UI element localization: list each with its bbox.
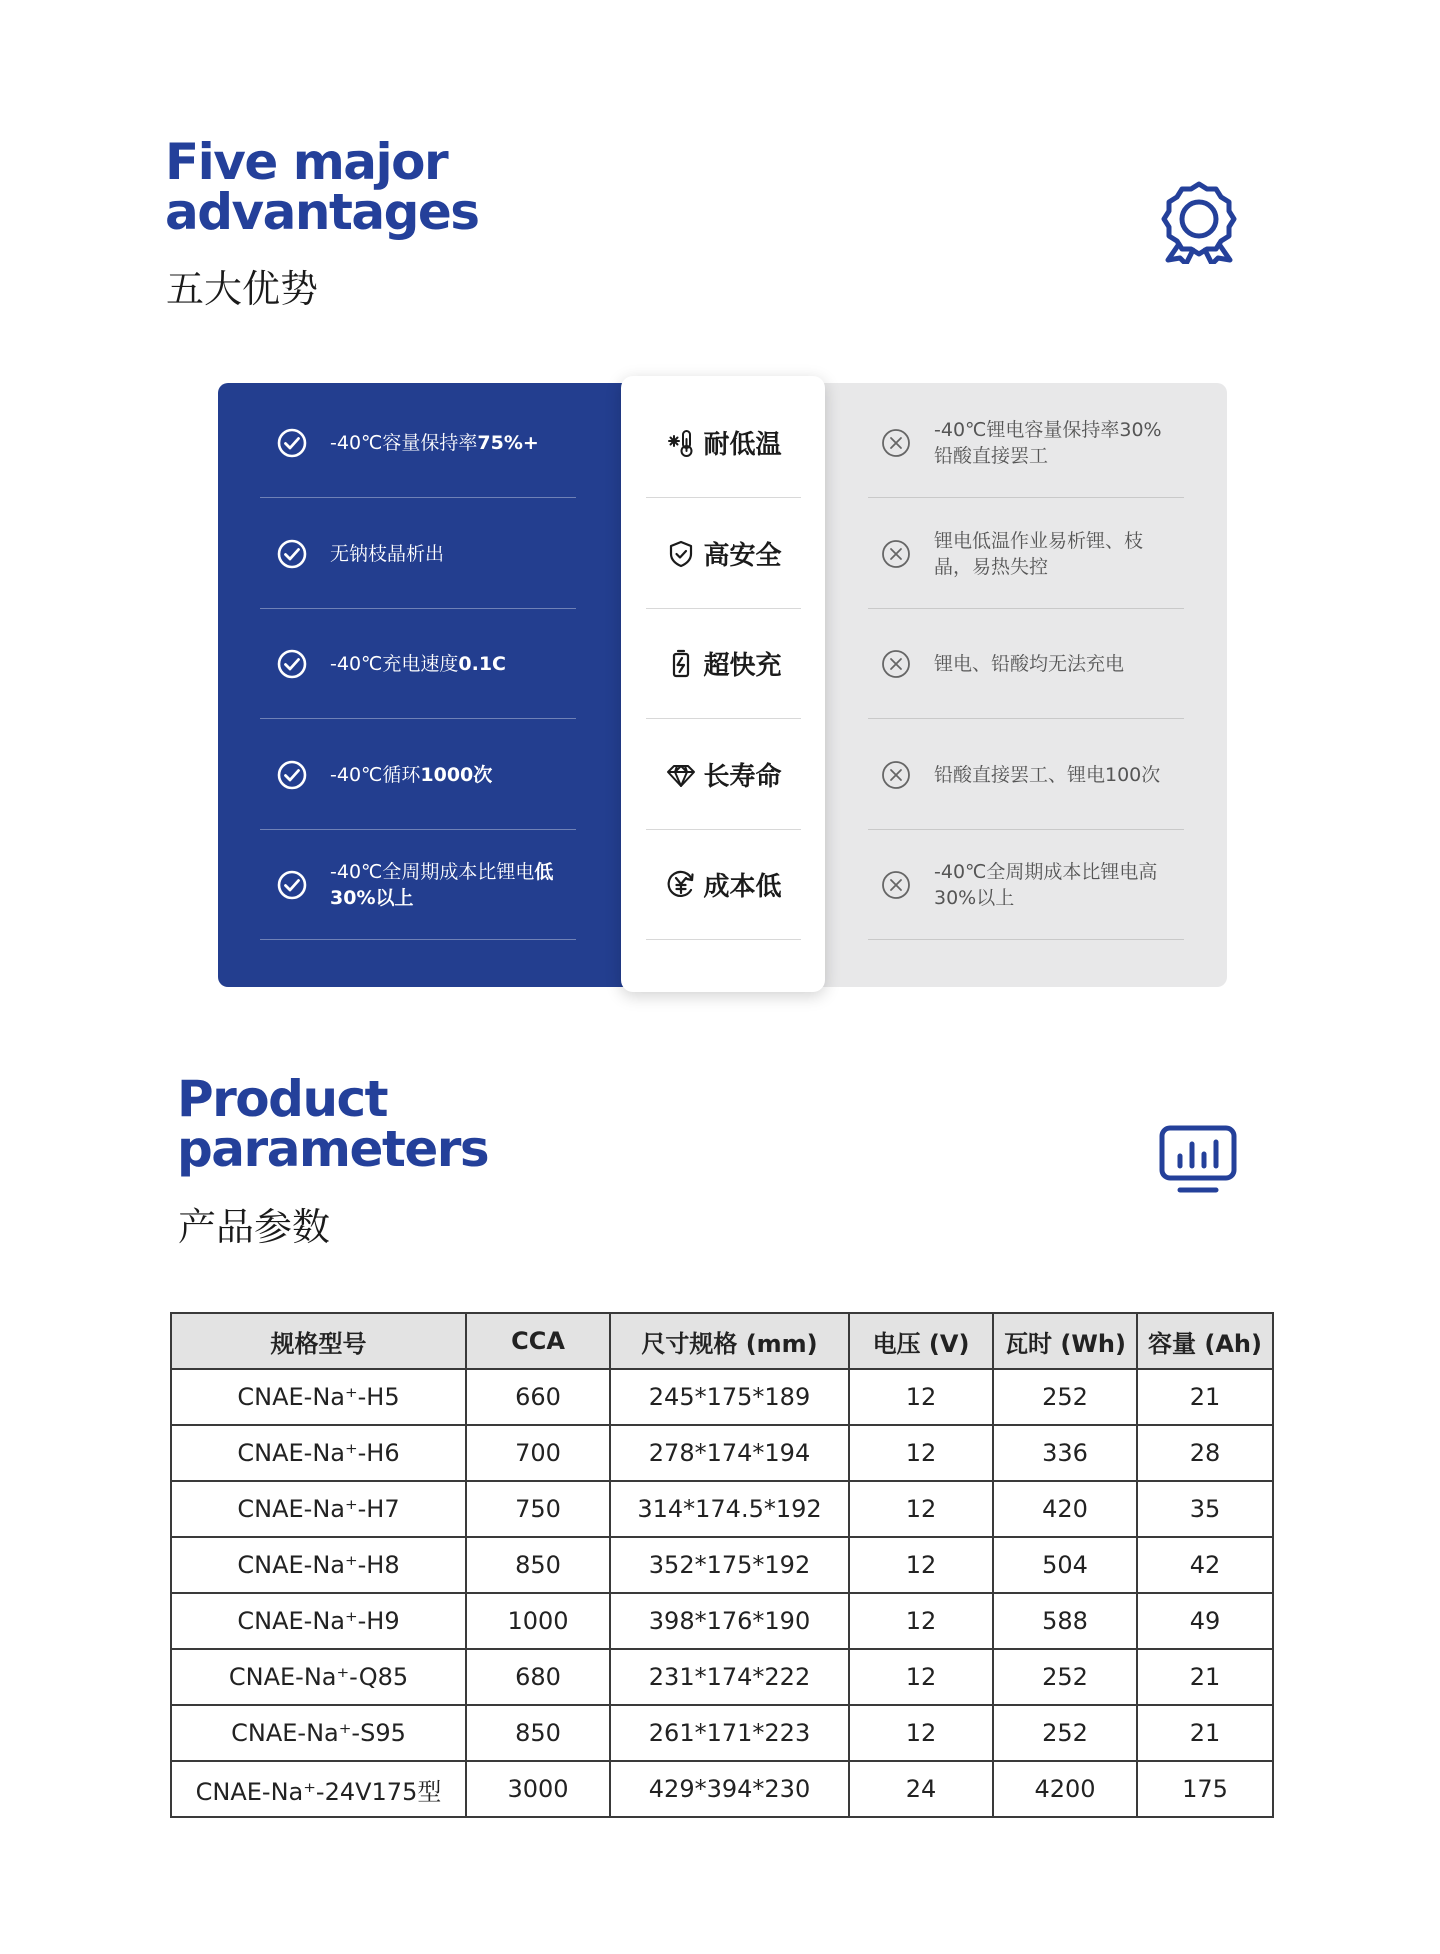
cell-dimensions: 429*394*230 (610, 1761, 849, 1817)
x-circle-icon (880, 648, 912, 680)
cell-capacity: 49 (1137, 1593, 1273, 1649)
cell-voltage: 12 (849, 1593, 993, 1649)
cell-cca: 700 (466, 1425, 610, 1481)
competitor-row-4 (868, 720, 1184, 830)
feature-label: 长寿命 (703, 762, 782, 792)
check-circle-icon (276, 427, 308, 459)
feature-safety (646, 499, 801, 609)
cell-energy: 252 (993, 1705, 1137, 1761)
feature-long-life (646, 720, 801, 830)
cell-cca: 3000 (466, 1761, 610, 1817)
table-row (171, 1649, 1273, 1705)
x-circle-icon (880, 427, 912, 459)
cell-voltage: 12 (849, 1537, 993, 1593)
sodium-row-2 (260, 499, 576, 609)
sodium-text-2: 无钠枝晶析出 (330, 542, 445, 565)
cell-cca: 850 (466, 1705, 610, 1761)
sodium-row-1 (260, 388, 576, 498)
competitor-text-4: 铅酸直接罢工、锂电100次 (934, 763, 1161, 786)
x-circle-icon (880, 759, 912, 791)
advantages-title (165, 133, 479, 241)
feature-low-cost (646, 830, 801, 940)
col-header-energy: 瓦时 (Wh) (993, 1313, 1137, 1369)
feature-label: 耐低温 (703, 430, 782, 460)
cell-voltage: 12 (849, 1369, 993, 1425)
table-row (171, 1761, 1273, 1817)
cell-dimensions: 398*176*190 (610, 1593, 849, 1649)
check-circle-icon (276, 648, 308, 680)
cell-dimensions: 278*174*194 (610, 1425, 849, 1481)
cell-dimensions: 352*175*192 (610, 1537, 849, 1593)
col-header-cca: CCA (466, 1313, 610, 1369)
feature-label: 超快充 (703, 651, 782, 681)
sodium-row-3 (260, 609, 576, 719)
shield-check-icon (665, 538, 697, 570)
competitor-row-3 (868, 609, 1184, 719)
cell-cca: 750 (466, 1481, 610, 1537)
battery-charge-icon (665, 648, 697, 680)
cell-dimensions: 231*174*222 (610, 1649, 849, 1705)
params-title (177, 1070, 489, 1178)
competitor-row-1 (868, 388, 1184, 498)
diamond-icon (665, 759, 697, 791)
competitor-row-5 (868, 830, 1184, 940)
award-ribbon-icon (1158, 180, 1240, 264)
cell-capacity: 35 (1137, 1481, 1273, 1537)
params-title-line2: parameters (177, 1120, 489, 1178)
cell-dimensions: 314*174.5*192 (610, 1481, 849, 1537)
cell-model: CNAE-Na⁺-24V175型 (171, 1761, 466, 1817)
x-circle-icon (880, 869, 912, 901)
cell-energy: 252 (993, 1369, 1137, 1425)
feature-low-temp (646, 388, 801, 498)
cell-energy: 504 (993, 1537, 1137, 1593)
col-header-model: 规格型号 (171, 1313, 466, 1369)
table-row (171, 1705, 1273, 1761)
cell-cca: 850 (466, 1537, 610, 1593)
feature-label: 成本低 (703, 872, 782, 902)
advantages-title-line1: Five major (165, 133, 448, 191)
competitor-row-2 (868, 499, 1184, 609)
cell-cca: 680 (466, 1649, 610, 1705)
table-header-row (171, 1313, 1273, 1369)
col-header-dimensions: 尺寸规格 (mm) (610, 1313, 849, 1369)
check-circle-icon (276, 759, 308, 791)
cell-capacity: 175 (1137, 1761, 1273, 1817)
cell-energy: 420 (993, 1481, 1137, 1537)
advantages-title-line2: advantages (165, 183, 479, 241)
cell-energy: 336 (993, 1425, 1137, 1481)
check-circle-icon (276, 869, 308, 901)
thermometer-snowflake-icon (665, 427, 697, 459)
params-subtitle: 产品参数 (178, 1205, 331, 1249)
cell-energy: 588 (993, 1593, 1137, 1649)
sodium-text-1: -40℃容量保持率75%+ (330, 431, 539, 454)
competitor-text-3: 锂电、铅酸均无法充电 (934, 652, 1125, 675)
cell-energy: 4200 (993, 1761, 1137, 1817)
feature-fast-charge (646, 609, 801, 719)
sodium-row-4 (260, 720, 576, 830)
cell-model: CNAE-Na⁺-H9 (171, 1593, 466, 1649)
cell-capacity: 42 (1137, 1537, 1273, 1593)
cell-model: CNAE-Na⁺-H7 (171, 1481, 466, 1537)
cell-capacity: 21 (1137, 1369, 1273, 1425)
competitor-text-5: -40℃全周期成本比锂电高 30%以上 (934, 860, 1158, 909)
check-circle-icon (276, 538, 308, 570)
cell-capacity: 21 (1137, 1649, 1273, 1705)
sodium-text-4: -40℃循环1000次 (330, 763, 493, 786)
cell-voltage: 12 (849, 1425, 993, 1481)
competitor-text-2: 锂电低温作业易析锂、枝 晶，易热失控 (934, 529, 1144, 578)
x-circle-icon (880, 538, 912, 570)
table-row (171, 1537, 1273, 1593)
cell-voltage: 12 (849, 1649, 993, 1705)
cell-model: CNAE-Na⁺-S95 (171, 1705, 466, 1761)
sodium-row-5 (260, 830, 576, 940)
table-row (171, 1593, 1273, 1649)
cell-voltage: 24 (849, 1761, 993, 1817)
table-row (171, 1425, 1273, 1481)
cell-capacity: 28 (1137, 1425, 1273, 1481)
cell-voltage: 12 (849, 1481, 993, 1537)
col-header-voltage: 电压 (V) (849, 1313, 993, 1369)
cell-model: CNAE-Na⁺-H8 (171, 1537, 466, 1593)
col-header-capacity: 容量 (Ah) (1137, 1313, 1273, 1369)
cell-energy: 252 (993, 1649, 1137, 1705)
sodium-text-3: -40℃充电速度0.1C (330, 652, 506, 675)
feature-label: 高安全 (703, 541, 782, 571)
advantages-subtitle: 五大优势 (166, 267, 319, 311)
cell-cca: 660 (466, 1369, 610, 1425)
yuan-coin-icon (665, 869, 697, 901)
cell-model: CNAE-Na⁺-H5 (171, 1369, 466, 1425)
sodium-text-5: -40℃全周期成本比锂电低 30%以上 (330, 860, 554, 909)
cell-dimensions: 261*171*223 (610, 1705, 849, 1761)
cell-model: CNAE-Na⁺-Q85 (171, 1649, 466, 1705)
params-title-line1: Product (177, 1070, 388, 1128)
params-table (170, 1312, 1274, 1818)
cell-dimensions: 245*175*189 (610, 1369, 849, 1425)
table-row (171, 1481, 1273, 1537)
cell-capacity: 21 (1137, 1705, 1273, 1761)
bar-chart-monitor-icon (1158, 1124, 1238, 1194)
cell-voltage: 12 (849, 1705, 993, 1761)
cell-model: CNAE-Na⁺-H6 (171, 1425, 466, 1481)
cell-cca: 1000 (466, 1593, 610, 1649)
competitor-text-1: -40℃锂电容量保持率30% 铅酸直接罢工 (934, 418, 1162, 467)
table-row (171, 1369, 1273, 1425)
